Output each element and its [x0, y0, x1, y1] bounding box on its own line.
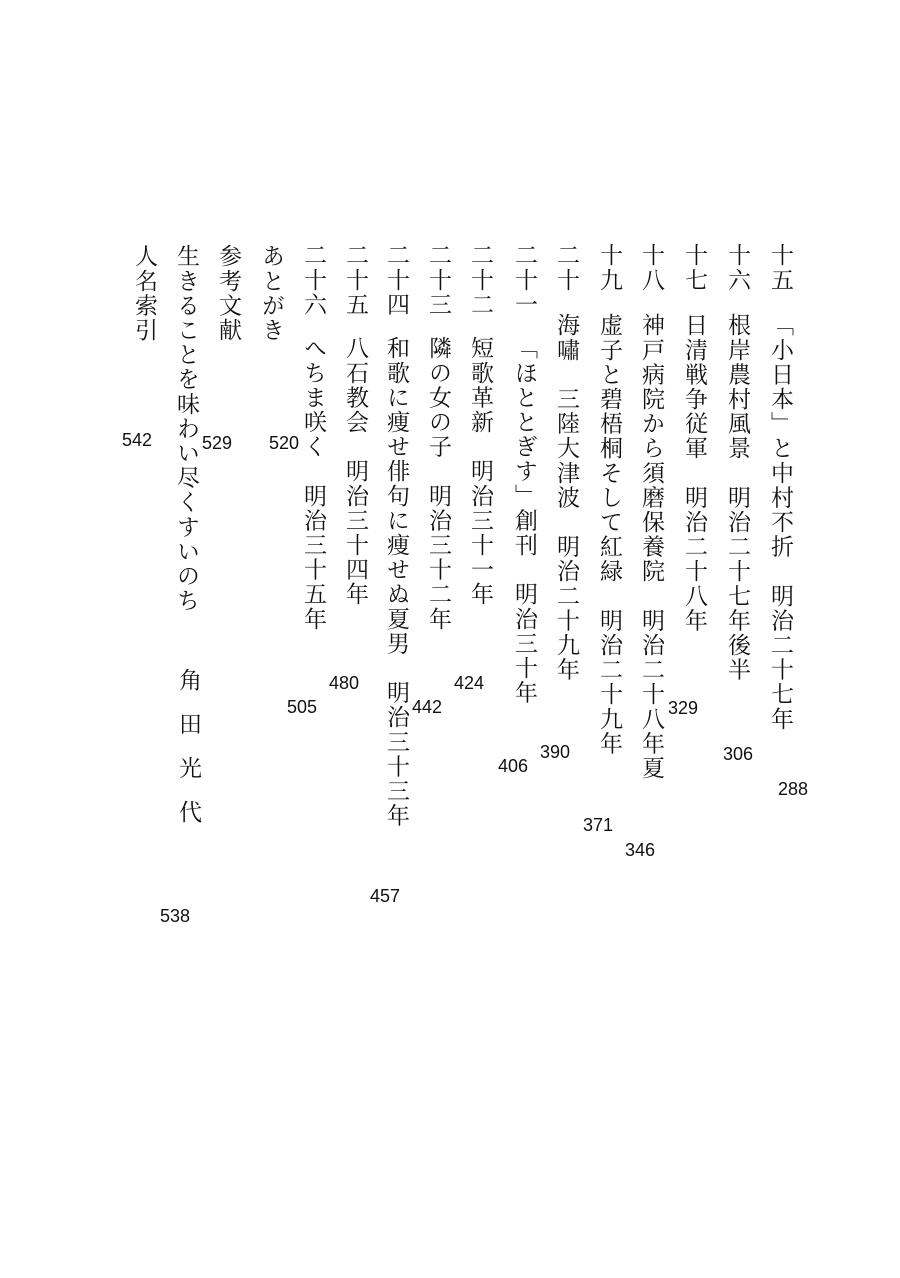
chapter-number: 二十 — [553, 243, 579, 293]
page-number: 406 — [497, 756, 529, 776]
chapter-title: 「小日本」と中村不折 明治二十七年 — [767, 313, 793, 732]
chapter-number: 二十六 — [300, 243, 326, 317]
chapter-number: 二十四 — [383, 243, 409, 317]
chapter-title: 虚子と碧梧桐そして紅緑 明治二十九年 — [596, 313, 622, 756]
chapter-title: 短歌革新 明治三十一年 — [467, 336, 493, 607]
chapter-title: 八石教会 明治三十四年 — [342, 336, 368, 607]
page-number: 346 — [624, 840, 656, 860]
chapter-title: 日清戦争従軍 明治二十八年 — [681, 313, 707, 633]
page-number: 457 — [369, 886, 401, 906]
chapter-title: 人名索引 — [131, 244, 157, 343]
chapter-title: 生きることを味わい尽くすいのち — [173, 244, 199, 613]
page-number: 520 — [268, 433, 300, 453]
page-number: 390 — [539, 742, 571, 762]
chapter-number: 十五 — [767, 243, 793, 293]
page-number: 371 — [582, 815, 614, 835]
chapter-number: 二十五 — [342, 243, 368, 317]
chapter-title: 「ほととぎす」創刊 明治三十年 — [511, 336, 537, 705]
chapter-title: 和歌に痩せ俳句に痩せぬ夏男 明治三十三年 — [383, 336, 409, 828]
chapter-title: あとがき — [258, 244, 284, 343]
chapter-title: へちま咲く 明治三十五年 — [300, 336, 326, 632]
page-number: 424 — [453, 673, 485, 693]
page-number: 329 — [667, 698, 699, 718]
chapter-number: 十八 — [638, 243, 664, 293]
page-number: 505 — [286, 697, 318, 717]
chapter-number: 二十一 — [511, 243, 537, 317]
page-number: 542 — [121, 430, 153, 450]
chapter-title: 神戸病院から須磨保養院 明治二十八年夏 — [638, 313, 664, 781]
page-number: 306 — [722, 744, 754, 764]
page-number: 442 — [411, 697, 443, 717]
chapter-number: 十七 — [681, 243, 707, 293]
chapter-title: 海嘯 三陸大津波 明治二十九年 — [553, 313, 579, 682]
page-number: 480 — [328, 673, 360, 693]
chapter-number: 十九 — [596, 243, 622, 293]
essay-author: 角田光代 — [175, 668, 201, 844]
chapter-number: 二十二 — [467, 243, 493, 317]
chapter-title: 隣の女の子 明治三十二年 — [425, 336, 451, 632]
page-number: 288 — [777, 779, 809, 799]
page-number: 538 — [159, 906, 191, 926]
chapter-number: 二十三 — [425, 243, 451, 317]
chapter-title: 根岸農村風景 明治二十七年後半 — [724, 313, 750, 682]
chapter-number: 十六 — [724, 243, 750, 293]
page-number: 529 — [201, 433, 233, 453]
chapter-title: 参考文献 — [215, 244, 241, 343]
